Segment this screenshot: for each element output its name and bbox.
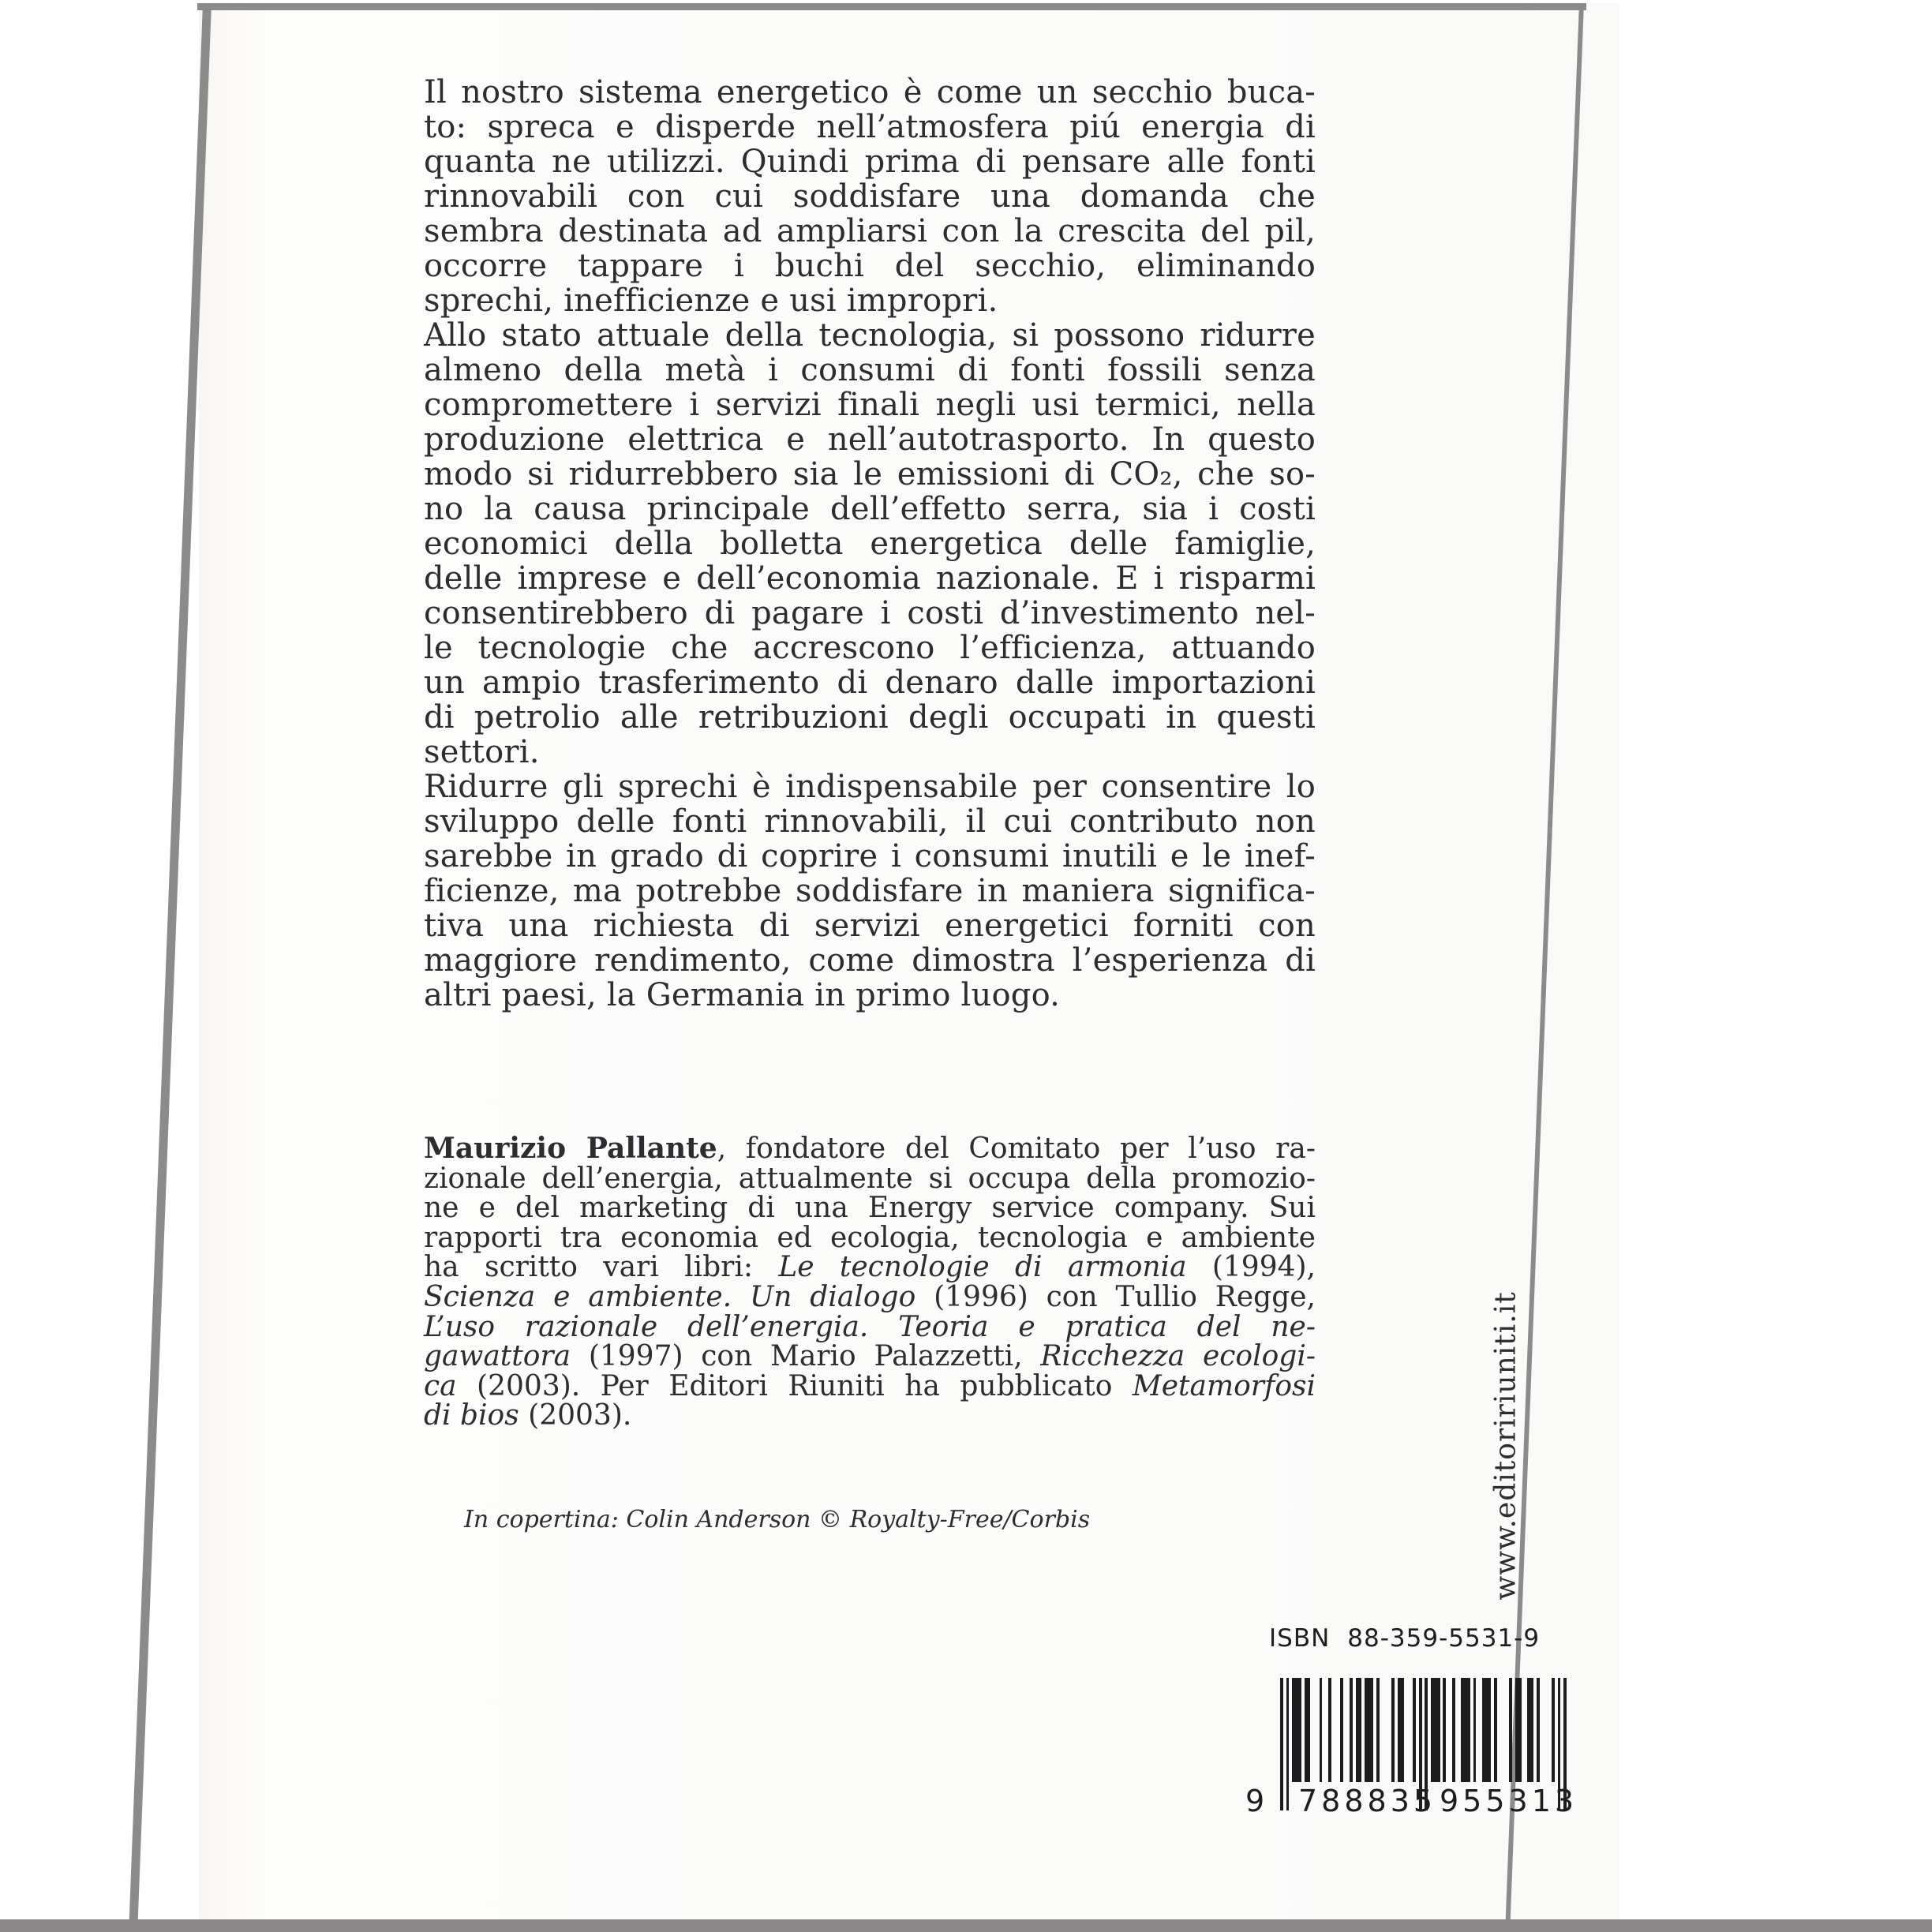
text-line: delle imprese e dell’economia nazionale. E i risparmi [424, 560, 1316, 597]
text-line: ficienze, ma potrebbe soddisfare in maniera significa- [424, 873, 1316, 909]
barcode-digits-left: 788835 [1298, 1784, 1437, 1818]
text-line: un ampio trasferimento di denaro dalle importazioni [424, 665, 1316, 701]
text-line: altri paesi, la Germania in primo luogo. [424, 977, 1061, 1013]
text-line: gawattora (1997) con Mario Palazzetti, Ricchezza ecologi- [424, 1340, 1316, 1373]
cover-credit-line: In copertina: Colin Anderson © Royalty-Free/Corbis [464, 1506, 1091, 1533]
text-line: ne e del marketing di una Energy service company. Sui [424, 1192, 1316, 1225]
barcode-bar [1461, 1678, 1470, 1782]
text-line: L’uso razionale dell’energia. Teoria e pratica del ne- [424, 1310, 1316, 1343]
text-line: le tecnologie che accrescono l’efficienza, attuando [424, 630, 1316, 666]
barcode-bar [1537, 1678, 1540, 1782]
barcode-bar [1473, 1678, 1477, 1782]
text-line: economici della bolletta energetica delle famiglie, [424, 526, 1316, 562]
barcode-bar [1515, 1678, 1522, 1782]
text-line: sviluppo delle fonti rinnovabili, il cui contributo non [424, 803, 1316, 840]
barcode-bar [1552, 1678, 1555, 1782]
barcode-bar [1398, 1678, 1404, 1782]
text-line: quanta ne utilizzi. Quindi prima di pensare alle fonti [424, 144, 1316, 180]
text-line: ha scritto vari libri: Le tecnologie di armonia (1994), [424, 1251, 1316, 1284]
barcode-bar [1443, 1678, 1446, 1782]
text-line: modo si ridurrebbero sia le emissioni di CO₂, che so- [424, 456, 1316, 492]
barcode-bar [1527, 1678, 1533, 1782]
barcode-bar [1494, 1678, 1497, 1782]
text-line: settori. [424, 734, 540, 770]
text-line: maggiore rendimento, come dimostra l’esperienza di [424, 942, 1316, 979]
barcode-bar [1413, 1678, 1416, 1782]
barcode-bar [1391, 1678, 1395, 1782]
text-line: sembra destinata ad ampliarsi con la crescita del pil, [424, 213, 1316, 249]
barcode-bar [1431, 1678, 1440, 1782]
text-line: sprechi, inefficienze e usi impropri. [424, 283, 998, 319]
text-line: Scienza e ambiente. Un dialogo (1996) con Tullio Regge, [424, 1280, 1316, 1313]
text-line: Il nostro sistema energetico è come un secchio buca- [424, 74, 1316, 110]
barcode-digits-right: 955313 [1440, 1784, 1578, 1818]
photo-edge-top [197, 3, 1586, 10]
barcode-bar [1509, 1678, 1512, 1782]
barcode-bar [1356, 1678, 1362, 1782]
barcode-bar [1452, 1678, 1455, 1782]
barcode-bar [1482, 1678, 1491, 1782]
publisher-website-vertical: www.editoririuniti.it [1489, 1291, 1522, 1601]
text-line: Maurizio Pallante, fondatore del Comitato per l’uso ra- [424, 1132, 1316, 1165]
isbn-number: 88-359-5531-9 [1347, 1624, 1541, 1653]
author-bio [424, 1134, 1316, 1431]
text-line: no la causa principale dell’effetto serra, sia i costi [424, 491, 1316, 527]
text-line: produzione elettrica e nell’autotrasporto. In questo [424, 421, 1316, 458]
photo-edge-bottom [0, 1919, 1932, 1932]
barcode-bar [1286, 1678, 1290, 1810]
text-line: rapporti tra economia ed ecologia, tecnologia e ambiente [424, 1221, 1316, 1254]
barcode-digit-first: 9 [1245, 1784, 1265, 1818]
isbn-line [1269, 1624, 1540, 1653]
barcode-bar [1320, 1678, 1323, 1782]
barcode-bar [1280, 1678, 1283, 1810]
text-line: sarebbe in grado di coprire i consumi inutili e le inef- [424, 838, 1316, 874]
text-line: almeno della metà i consumi di fonti fossili senza [424, 352, 1316, 388]
text-line: di petrolio alle retribuzioni degli occupati in questi [424, 699, 1316, 736]
barcode-bar [1305, 1678, 1311, 1782]
text-line: compromettere i servizi finali negli usi termici, nella [424, 387, 1316, 423]
text-line: Allo stato attuale della tecnologia, si possono ridurre [424, 317, 1316, 354]
text-line: to: spreca e disperde nell’atmosfera piú energia di [424, 109, 1316, 145]
barcode-bar [1340, 1678, 1343, 1782]
isbn-label: ISBN [1269, 1624, 1331, 1653]
text-line: consentirebbero di pagare i costi d’investimento nel- [424, 595, 1316, 631]
blurb-text [424, 75, 1316, 1013]
barcode-bar [1292, 1678, 1301, 1782]
text-line: tiva una richiesta di servizi energetici forniti con [424, 908, 1316, 944]
text-line: di bios (2003). [424, 1399, 632, 1432]
barcode-bar [1376, 1678, 1380, 1782]
text-line: Ridurre gli sprechi è indispensabile per consentire lo [424, 769, 1316, 805]
text-line: ca (2003). Per Editori Riuniti ha pubblicato Metamorfosi [424, 1369, 1316, 1402]
barcode-bar [1365, 1678, 1373, 1782]
barcode-bar [1350, 1678, 1353, 1782]
barcode-bar [1328, 1678, 1331, 1782]
text-line: zionale dell’energia, attualmente si occupa della promozio- [424, 1162, 1316, 1195]
text-line: occorre tappare i buchi del secchio, eliminando [424, 248, 1316, 284]
text-line: rinnovabili con cui soddisfare una domanda che [424, 178, 1316, 215]
